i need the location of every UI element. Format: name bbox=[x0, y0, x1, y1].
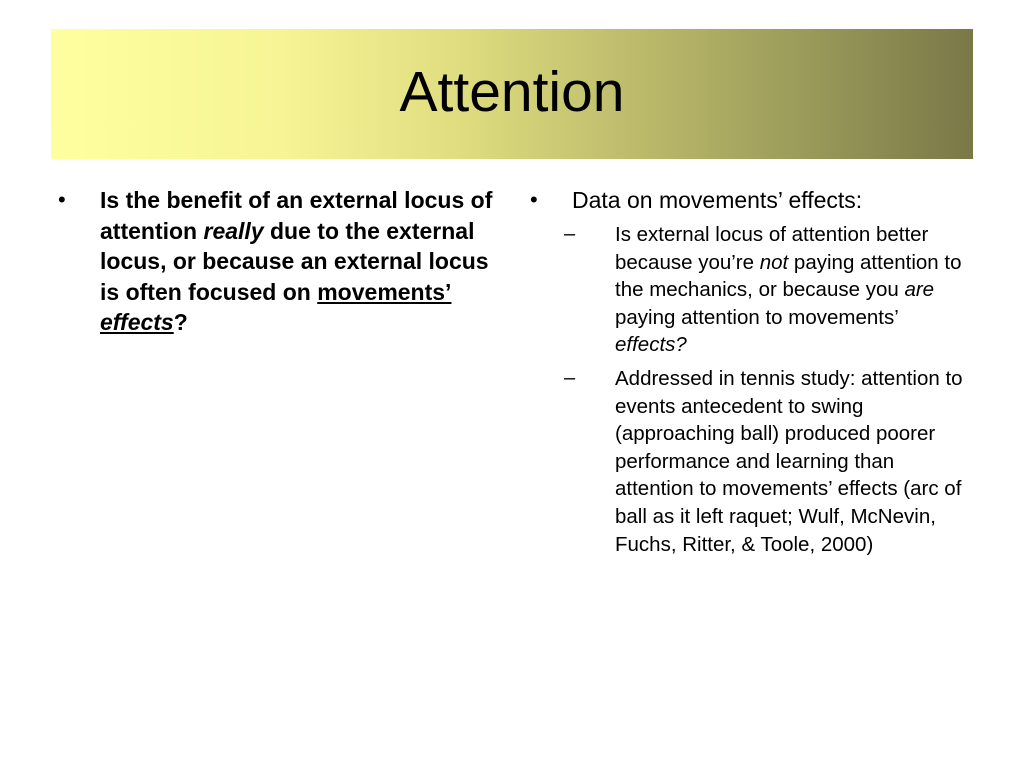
sub1-are: are bbox=[904, 278, 935, 302]
sub1-not: not bbox=[759, 250, 789, 274]
sub1-part-3: paying attention to the mechanics, or because you bbox=[615, 250, 962, 302]
left-text-movements-word: movements’ bbox=[317, 278, 452, 305]
dash-marker: – bbox=[564, 223, 576, 245]
sub1-part-5: paying attention to movements’ bbox=[615, 305, 898, 329]
bullet-marker: • bbox=[58, 187, 66, 212]
left-bullet-text bbox=[100, 185, 495, 338]
left-bullet-item bbox=[58, 185, 498, 338]
right-column bbox=[530, 185, 970, 564]
left-column bbox=[58, 185, 498, 338]
dash-marker: – bbox=[564, 366, 576, 389]
sub-bullet-item-2 bbox=[564, 365, 970, 558]
left-text-question-mark: ? bbox=[173, 309, 188, 336]
sub-bullet-text-2: Addressed in tennis study: attention to events antecedent to swing (approaching ball) produced poorer performance and learning than attention to movements’ effects (arc of ball as it left raquet; Wulf, McNevin, Fuchs, Ritter, & Toole, 2000) bbox=[615, 366, 963, 556]
left-text-really: really bbox=[203, 217, 264, 244]
title-band bbox=[51, 29, 973, 159]
bullet-marker: • bbox=[530, 187, 538, 212]
sub-bullet-text-1 bbox=[615, 221, 967, 359]
sub-bullet-item-1 bbox=[564, 221, 970, 359]
sub1-effects: effects? bbox=[615, 333, 687, 357]
right-bullet-item bbox=[530, 185, 970, 215]
slide-title: Attention bbox=[399, 60, 625, 124]
sub-bullet-list bbox=[564, 221, 970, 558]
left-text-effects: effects bbox=[100, 309, 174, 336]
left-text-part-3: due to the external locus, or because an external locus is often focused on bbox=[100, 217, 489, 305]
left-text-part-1: Is the benefit of an external locus of attention bbox=[100, 187, 493, 244]
right-bullet-text: Data on movements’ effects: bbox=[572, 187, 863, 213]
sub1-part-1: Is external locus of attention better because you’re bbox=[615, 223, 929, 274]
